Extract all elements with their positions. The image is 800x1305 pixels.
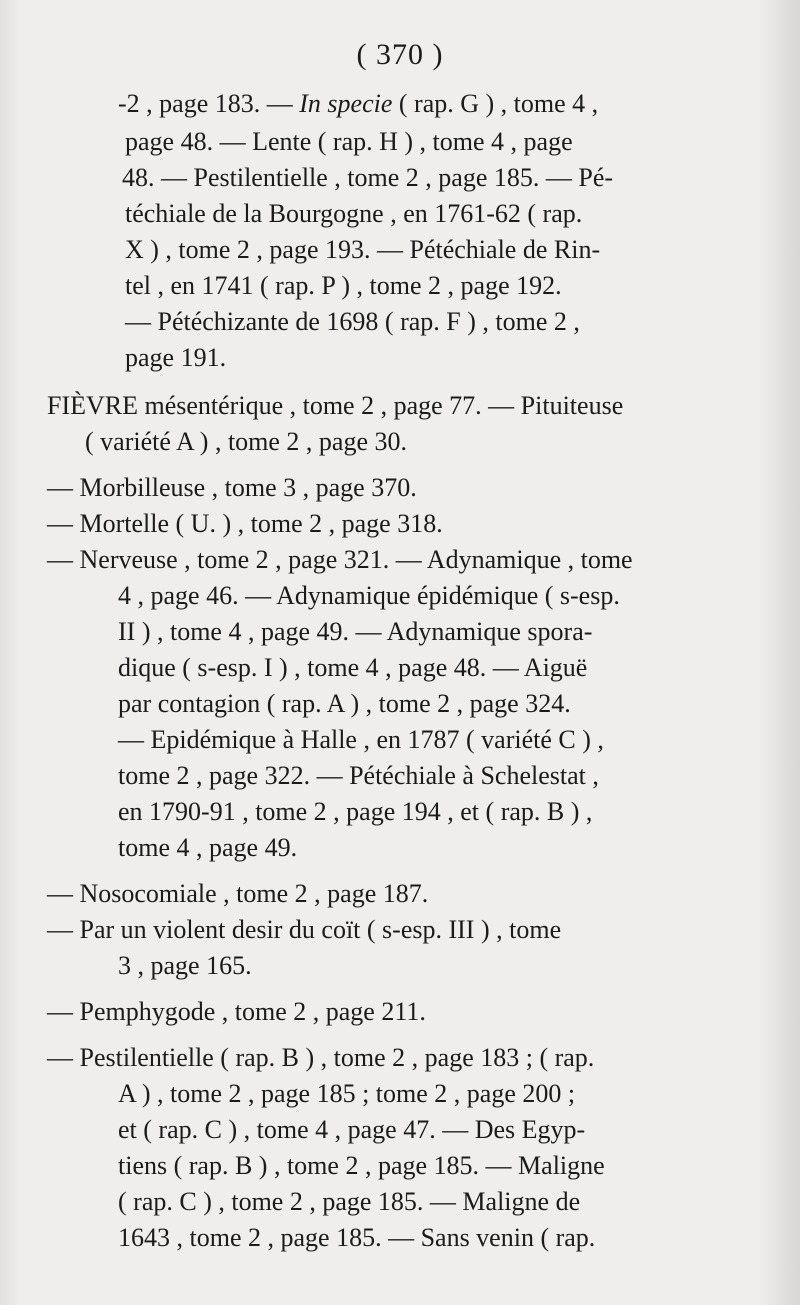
text-line: — Par un violent desir du coït ( s-esp. III ) , tome (47, 915, 562, 944)
text-line: tome 4 , page 49. (118, 833, 298, 862)
text-line: tiens ( rap. B ) , tome 2 , page 185. — Maligne (118, 1151, 605, 1180)
text-line: page 48. — Lente ( rap. H ) , tome 4 , page (125, 127, 573, 156)
page-number: ( 370 ) (356, 38, 444, 71)
text-line: 3 , page 165. (118, 951, 252, 980)
text-line: — Epidémique à Halle , en 1787 ( variété C ) , (118, 725, 604, 754)
text-line: en 1790-91 , tome 2 , page 194 , et ( rap. B ) , (118, 797, 593, 826)
text-line: — Nosocomiale , tome 2 , page 187. (47, 879, 429, 908)
text-line: -2 , page 183. — In specie ( rap. G ) , tome 4 , (118, 89, 599, 118)
text-line: et ( rap. C ) , tome 4 , page 47. — Des Egyp- (118, 1115, 586, 1144)
text-line: ( rap. C ) , tome 2 , page 185. — Maligne de (118, 1187, 581, 1216)
text-line: tome 2 , page 322. — Pétéchiale à Schelestat , (118, 761, 599, 790)
text-line: A ) , tome 2 , page 185 ; tome 2 , page 200 ; (118, 1079, 576, 1108)
text-line: — Pétéchizante de 1698 ( rap. F ) , tome 2 , (125, 307, 580, 336)
italic-term: In specie (299, 89, 393, 118)
text-line: téchiale de la Bourgogne , en 1761-62 ( rap. (125, 199, 583, 228)
text-line: 1643 , tome 2 , page 185. — Sans venin ( rap. (118, 1223, 596, 1252)
text-line: — Morbilleuse , tome 3 , page 370. (47, 473, 417, 502)
text-line: 4 , page 46. — Adynamique épidémique ( s-esp. (118, 581, 620, 610)
text-line: X ) , tome 2 , page 193. — Pétéchiale de Rin- (125, 235, 601, 264)
entry-heading-line: FIÈVRE mésentérique , tome 2 , page 77. — Pituiteuse (47, 391, 624, 420)
text-line: 48. — Pestilentielle , tome 2 , page 185. — Pé- (122, 163, 614, 192)
text-line: par contagion ( rap. A ) , tome 2 , page 324. (118, 689, 571, 718)
text-line: tel , en 1741 ( rap. P ) , tome 2 , page 192. (125, 271, 562, 300)
text-line: page 191. (125, 343, 227, 372)
text-line: ( variété A ) , tome 2 , page 30. (85, 427, 408, 456)
text-line: — Mortelle ( U. ) , tome 2 , page 318. (47, 509, 443, 538)
text-line: dique ( s-esp. I ) , tome 4 , page 48. — Aiguë (118, 653, 588, 682)
text-line: — Pemphygode , tome 2 , page 211. (47, 997, 426, 1026)
text-line: — Nerveuse , tome 2 , page 321. — Adynamique , tome (47, 545, 633, 574)
text-line: II ) , tome 4 , page 49. — Adynamique spora- (118, 617, 593, 646)
text-line: — Pestilentielle ( rap. B ) , tome 2 , page 183 ; ( rap. (47, 1043, 595, 1072)
